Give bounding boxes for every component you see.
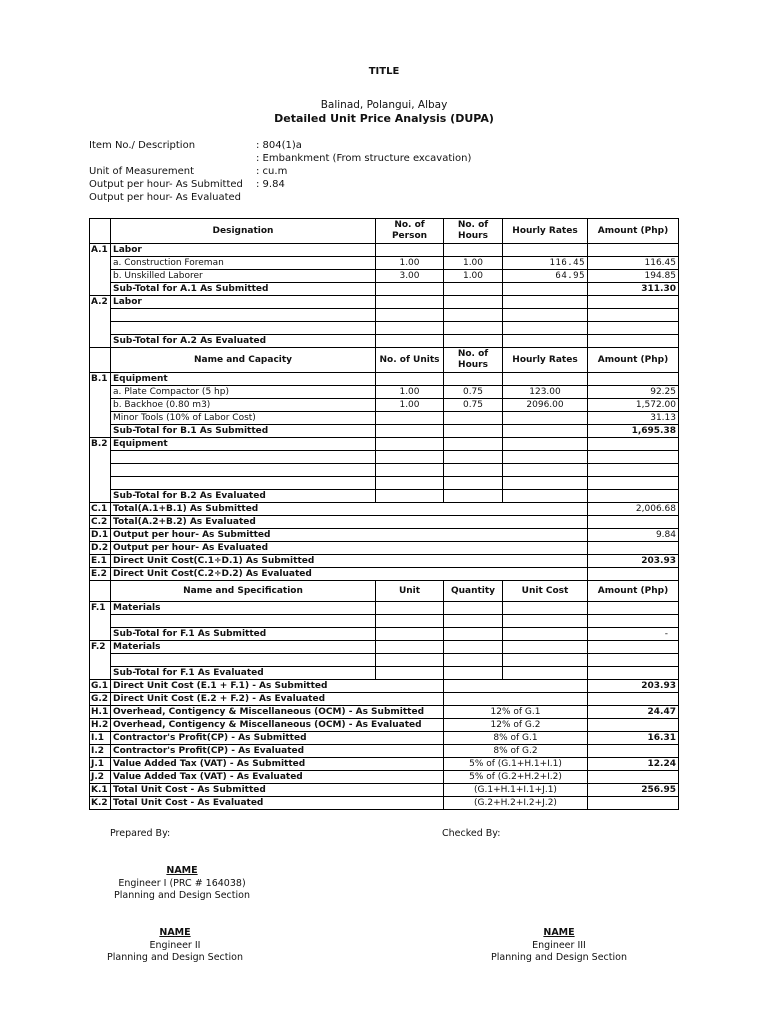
table-row: [90, 641, 679, 654]
table-row: [90, 309, 679, 322]
section-code: B.2: [90, 438, 111, 451]
total-formula: 12% of G.2: [444, 719, 588, 732]
total-amount: [588, 568, 679, 581]
total-amount: [588, 516, 679, 529]
info-label: Output per hour- As Evaluated: [89, 192, 242, 203]
total-label: Value Added Tax (VAT) - As Evaluated: [111, 771, 444, 784]
table-row: [90, 399, 679, 412]
section-code: C.1: [90, 503, 111, 516]
total-formula: 8% of G.1: [444, 732, 588, 745]
total-label: Output per hour- As Evaluated: [111, 542, 588, 555]
signatory-office: Planning and Design Section: [114, 890, 250, 901]
section-code: E.2: [90, 568, 111, 581]
equipment-units: 1.00: [376, 399, 444, 412]
column-header: Amount (Php): [588, 581, 679, 602]
info-value: : 9.84: [256, 179, 285, 190]
equipment-hours: 0.75: [444, 399, 503, 412]
section-title: Labor: [111, 296, 376, 309]
equipment-header-row: [90, 348, 679, 373]
total-label: Contractor's Profit(CP) - As Evaluated: [111, 745, 444, 758]
subtotal-row: [90, 628, 679, 641]
total-amount: 24.47: [588, 706, 679, 719]
section-code: J.1: [90, 758, 111, 771]
total-formula: [444, 693, 588, 706]
section-code: K.2: [90, 797, 111, 810]
signatory-position: Engineer II: [149, 940, 201, 951]
section-code: B.1: [90, 373, 111, 386]
subtotal-label: Sub-Total for A.2 As Evaluated: [111, 335, 376, 348]
total-amount: 16.31: [588, 732, 679, 745]
column-header: No. of Person: [376, 219, 444, 244]
subtotal-amount: -: [588, 628, 679, 641]
equipment-hours: 0.75: [444, 386, 503, 399]
materials-header-row: [90, 581, 679, 602]
signatory-name: NAME: [166, 865, 198, 876]
equipment-amount: 92.25: [588, 386, 679, 399]
checked-by-label: Checked By:: [442, 828, 501, 839]
column-header: Amount (Php): [588, 219, 679, 244]
table-row: [90, 477, 679, 490]
subtotal-row: [90, 283, 679, 296]
equipment-amount: 31.13: [588, 412, 679, 425]
subtotal-row: [90, 425, 679, 438]
section-code: C.2: [90, 516, 111, 529]
info-label: Item No./ Description: [89, 140, 196, 151]
total-label: Total Unit Cost - As Evaluated: [111, 797, 444, 810]
subtotal-label: Sub-Total for A.1 As Submitted: [111, 283, 376, 296]
total-formula: 5% of (G.1+H.1+I.1): [444, 758, 588, 771]
equipment-rate: 2096.00: [503, 399, 588, 412]
total-row: [90, 758, 679, 771]
total-row: [90, 568, 679, 581]
total-amount: [588, 542, 679, 555]
total-row: [90, 771, 679, 784]
section-code: K.1: [90, 784, 111, 797]
table-row: [90, 322, 679, 335]
labor-hours: 1.00: [444, 257, 503, 270]
total-label: Overhead, Contigency & Miscellaneous (OCM) - As Submitted: [111, 706, 444, 719]
total-row: [90, 797, 679, 810]
table-row: [90, 412, 679, 425]
total-label: Output per hour- As Submitted: [111, 529, 588, 542]
total-label: Total(A.1+B.1) As Submitted: [111, 503, 588, 516]
section-code: H.1: [90, 706, 111, 719]
table-row: [90, 244, 679, 257]
total-row: [90, 745, 679, 758]
total-row: [90, 732, 679, 745]
total-amount: 203.93: [588, 680, 679, 693]
equipment-name: Minor Tools (10% of Labor Cost): [111, 412, 376, 425]
labor-name: b. Unskilled Laborer: [111, 270, 376, 283]
column-header: No. of Hours: [444, 348, 503, 373]
section-code: A.1: [90, 244, 111, 257]
total-amount: [588, 693, 679, 706]
dupa-heading: Detailed Unit Price Analysis (DUPA): [274, 112, 494, 125]
signatory-office: Planning and Design Section: [107, 952, 243, 963]
section-code: F.1: [90, 602, 111, 615]
signatory-position: Engineer III: [532, 940, 586, 951]
signatory-position: Engineer I (PRC # 164038): [118, 878, 246, 889]
total-row: [90, 784, 679, 797]
info-value: : 804(1)a: [256, 140, 302, 151]
total-row: [90, 680, 679, 693]
total-formula: 5% of (G.2+H.2+I.2): [444, 771, 588, 784]
section-title: Materials: [111, 602, 376, 615]
total-label: Total(A.2+B.2) As Evaluated: [111, 516, 588, 529]
subtotal-row: [90, 490, 679, 503]
total-amount: 203.93: [588, 555, 679, 568]
total-amount: [588, 745, 679, 758]
total-amount: 256.95: [588, 784, 679, 797]
section-title: Materials: [111, 641, 376, 654]
subtotal-label: Sub-Total for B.2 As Evaluated: [111, 490, 376, 503]
total-formula: (G.1+H.1+I.1+J.1): [444, 784, 588, 797]
total-row: [90, 503, 679, 516]
info-value: : Embankment (From structure excavation): [256, 153, 472, 164]
total-row: [90, 529, 679, 542]
labor-hours: 1.00: [444, 270, 503, 283]
location: Balinad, Polangui, Albay: [320, 99, 448, 111]
table-row: [90, 615, 679, 628]
column-header: Amount (Php): [588, 348, 679, 373]
labor-amount: 116.45: [588, 257, 679, 270]
subtotal-row: [90, 667, 679, 680]
section-title: Equipment: [111, 373, 376, 386]
total-label: Direct Unit Cost(C.1÷D.1) As Submitted: [111, 555, 588, 568]
total-row: [90, 542, 679, 555]
total-label: Overhead, Contigency & Miscellaneous (OCM) - As Evaluated: [111, 719, 444, 732]
section-title: Equipment: [111, 438, 376, 451]
section-code: I.2: [90, 745, 111, 758]
table-row: [90, 602, 679, 615]
column-header: No. of Hours: [444, 219, 503, 244]
labor-header-row: [90, 219, 679, 244]
section-code: H.2: [90, 719, 111, 732]
section-code: I.1: [90, 732, 111, 745]
equipment-name: b. Backhoe (0.80 m3): [111, 399, 376, 412]
total-amount: [588, 797, 679, 810]
total-row: [90, 516, 679, 529]
equipment-name: a. Plate Compactor (5 hp): [111, 386, 376, 399]
labor-count: 1.00: [376, 257, 444, 270]
total-label: Total Unit Cost - As Submitted: [111, 784, 444, 797]
prepared-by-label: Prepared By:: [110, 828, 171, 839]
labor-count: 3.00: [376, 270, 444, 283]
total-row: [90, 719, 679, 732]
total-row: [90, 693, 679, 706]
section-code: D.1: [90, 529, 111, 542]
section-code: F.2: [90, 641, 111, 654]
section-code: E.1: [90, 555, 111, 568]
total-label: Direct Unit Cost(C.2÷D.2) As Evaluated: [111, 568, 588, 581]
equipment-units: 1.00: [376, 386, 444, 399]
section-code: J.2: [90, 771, 111, 784]
equipment-amount: 1,572.00: [588, 399, 679, 412]
subtotal-label: Sub-Total for F.1 As Submitted: [111, 628, 376, 641]
column-header: Unit Cost: [503, 581, 588, 602]
section-code: G.1: [90, 680, 111, 693]
section-title: Labor: [111, 244, 376, 257]
total-label: Direct Unit Cost (E.1 + F.1) - As Submitted: [111, 680, 444, 693]
subtotal-amount: 311.30: [588, 283, 679, 296]
total-amount: [588, 719, 679, 732]
signatory-office: Planning and Design Section: [491, 952, 627, 963]
column-header: Quantity: [444, 581, 503, 602]
column-header: Name and Specification: [111, 581, 376, 602]
table-row: [90, 464, 679, 477]
total-amount: 2,006.68: [588, 503, 679, 516]
labor-rate: 64.95: [503, 270, 588, 283]
info-label: Output per hour- As Submitted: [89, 179, 243, 190]
total-row: [90, 555, 679, 568]
table-row: [90, 438, 679, 451]
column-header: Hourly Rates: [503, 348, 588, 373]
dupa-table: [89, 218, 679, 810]
table-row: [90, 451, 679, 464]
subtotal-label: Sub-Total for B.1 As Submitted: [111, 425, 376, 438]
total-label: Value Added Tax (VAT) - As Submitted: [111, 758, 444, 771]
total-formula: 8% of G.2: [444, 745, 588, 758]
subtotal-amount: 1,695.38: [588, 425, 679, 438]
table-row: [90, 296, 679, 309]
section-code: D.2: [90, 542, 111, 555]
document-title: TITLE: [368, 66, 400, 77]
section-code: G.2: [90, 693, 111, 706]
column-header: Name and Capacity: [111, 348, 376, 373]
table-row: [90, 654, 679, 667]
column-header: Designation: [111, 219, 376, 244]
info-label: Unit of Measurement: [89, 166, 195, 177]
total-label: Direct Unit Cost (E.2 + F.2) - As Evaluated: [111, 693, 444, 706]
column-header: Unit: [376, 581, 444, 602]
labor-name: a. Construction Foreman: [111, 257, 376, 270]
section-code: A.2: [90, 296, 111, 309]
total-row: [90, 706, 679, 719]
table-row: [90, 257, 679, 270]
signatory-name: NAME: [159, 927, 191, 938]
equipment-rate: 123.00: [503, 386, 588, 399]
column-header: No. of Units: [376, 348, 444, 373]
table-row: [90, 373, 679, 386]
total-label: Contractor's Profit(CP) - As Submitted: [111, 732, 444, 745]
labor-rate: 116.45: [503, 257, 588, 270]
labor-amount: 194.85: [588, 270, 679, 283]
total-amount: 12.24: [588, 758, 679, 771]
subtotal-row: [90, 335, 679, 348]
total-formula: 12% of G.1: [444, 706, 588, 719]
column-header: Hourly Rates: [503, 219, 588, 244]
total-formula: [444, 680, 588, 693]
table-row: [90, 386, 679, 399]
total-amount: 9.84: [588, 529, 679, 542]
subtotal-label: Sub-Total for F.1 As Evaluated: [111, 667, 376, 680]
signatory-name: NAME: [543, 927, 575, 938]
info-value: : cu.m: [256, 166, 288, 177]
total-formula: (G.2+H.2+I.2+J.2): [444, 797, 588, 810]
total-amount: [588, 771, 679, 784]
table-row: [90, 270, 679, 283]
